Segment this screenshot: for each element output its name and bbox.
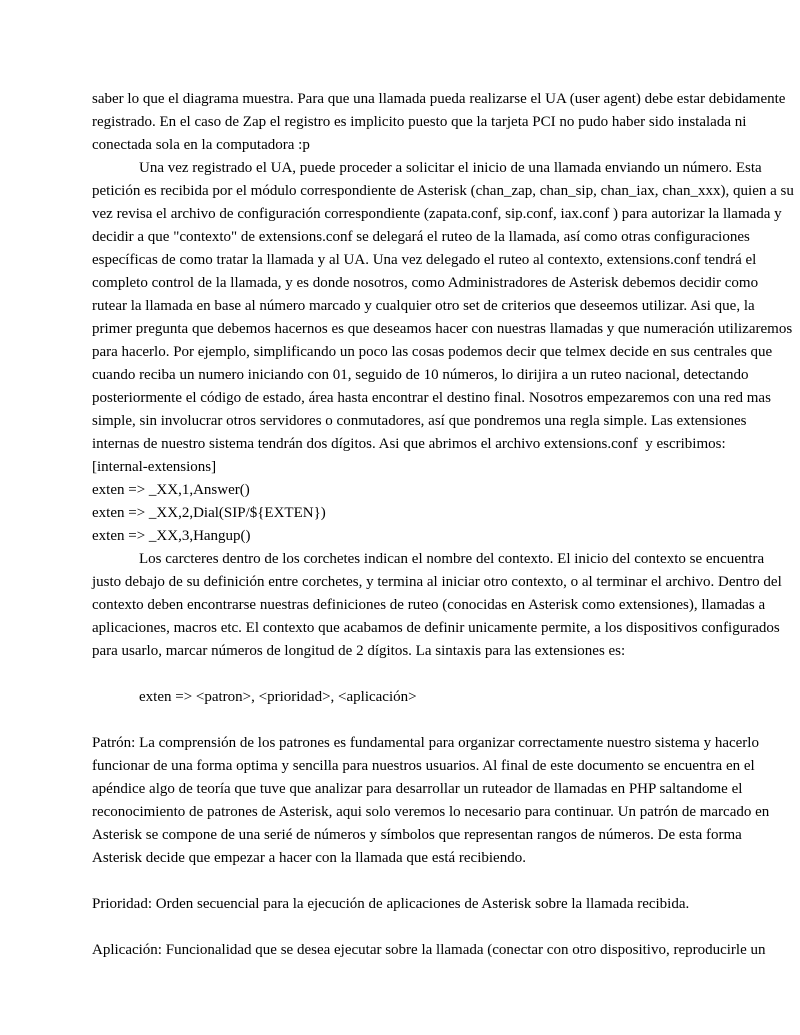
text-line: rutear la llamada en base al número marcado y cualquier otro set de criterios que deseemos utilizar. Asi que, la xyxy=(92,298,755,314)
text-line: para usarlo, marcar números de longitud de 2 dígitos. La sintaxis para las extensiones es: xyxy=(92,643,626,659)
paragraph-intro xyxy=(92,88,786,157)
extension-syntax-line xyxy=(92,686,712,709)
text-line: para hacerlo. Por ejemplo, simplificando un poco las cosas podemos decir que telmex decide en sus centrales que xyxy=(92,344,773,360)
text-line: primer pregunta que debemos hacernos es que deseamos hacer con nuestras llamadas y que numeración utilizaremos xyxy=(92,321,793,337)
code-line-answer: exten => _XX,1,Answer() xyxy=(92,482,250,498)
text-line: funcionar de una forma optima y sencilla para nuestros usuarios. Al final de este documento se encuentra en el xyxy=(92,758,755,774)
text-line: Aplicación: Funcionalidad que se desea ejecutar sobre la llamada (conectar con otro dispositivo, reproducirle un xyxy=(92,942,766,958)
text-line: aplicaciones, macros etc. El contexto que acabamos de definir unicamente permite, a los dispositivos configurados xyxy=(92,620,780,636)
code-line-dial: exten => _XX,2,Dial(SIP/${EXTEN}) xyxy=(92,505,326,521)
text-line: vez revisa el archivo de configuración correspondiente (zapata.conf, sip.conf, iax.conf ) para autorizar la llamada y xyxy=(92,206,782,222)
paragraph-context-explanation xyxy=(92,548,782,663)
text-line: registrado. En el caso de Zap el registro es implicito puesto que la tarjeta PCI no pudo haber sido instalada ni xyxy=(92,114,747,130)
code-block-extensions-conf xyxy=(92,456,712,548)
text-line: internas de nuestro sistema tendrán dos dígitos. Asi que abrimos el archivo extensions.conf y escribimos: xyxy=(92,436,726,452)
text-line: posteriormente el código de estado, área hasta encontrar el destino final. Nosotros empezaremos con una red mas xyxy=(92,390,771,406)
text-line: contexto deben encontrarse nuestras definiciones de ruteo (conocidas en Asterisk como extensiones), llamadas a xyxy=(92,597,766,613)
paragraph-aplicacion-definition xyxy=(92,939,766,962)
text-line: conectada sola en la computadora :p xyxy=(92,137,310,153)
text-line: simple, sin involucrar otros servidores o conmutadores, así que pondremos una regla simple. Las extensiones xyxy=(92,413,747,429)
text-line: Asterisk decide que empezar a hacer con la llamada que está recibiendo. xyxy=(92,850,526,866)
text-line: reconocimiento de patrones de Asterisk, aqui solo veremos lo necesario para continuar. Un patrón de marcado en xyxy=(92,804,770,820)
paragraph-prioridad-definition xyxy=(92,893,712,916)
text-line: justo debajo de su definición entre corchetes, y termina al iniciar otro contexto, o al terminar el archivo. Dentro del xyxy=(92,574,782,590)
paragraph-patron-definition xyxy=(92,732,770,870)
text-line: específicas de como tratar la llamada y al UA. Una vez delegado el ruteo al contexto, extensions.conf tendrá el xyxy=(92,252,757,268)
text-line: apéndice algo de teoría que tuve que analizar para desarrollar un ruteador de llamadas en PHP saltandome el xyxy=(92,781,743,797)
code-line-hangup: exten => _XX,3,Hangup() xyxy=(92,528,251,544)
text-line: completo control de la llamada, y es donde nosotros, como Administradores de Asterisk debemos decidir como xyxy=(92,275,759,291)
text-line: Una vez registrado el UA, puede proceder a solicitar el inicio de una llamada enviando un número. Esta xyxy=(139,160,762,176)
text-line: Patrón: La comprensión de los patrones es fundamental para organizar correctamente nuestro sistema y hacerlo xyxy=(92,735,759,751)
text-line: Prioridad: Orden secuencial para la ejecución de aplicaciones de Asterisk sobre la llamada recibida. xyxy=(92,896,690,912)
text-line: Los carcteres dentro de los corchetes indican el nombre del contexto. El inicio del contexto se encuentra xyxy=(139,551,765,567)
text-line: Asterisk se compone de una serié de números y símbolos que representan rangos de números. De esta forma xyxy=(92,827,742,843)
text-line: saber lo que el diagrama muestra. Para que una llamada pueda realizarse el UA (user agent) debe estar debidamente xyxy=(92,91,786,107)
text-line: petición es recibida por el módulo correspondiente de Asterisk (chan_zap, chan_sip, chan_iax, chan_xxx), quien a su xyxy=(92,183,794,199)
paragraph-ua-registration xyxy=(92,157,794,456)
syntax-line: exten => <patron>, <prioridad>, <aplicación> xyxy=(139,689,417,705)
code-line-context-header: [internal-extensions] xyxy=(92,459,217,475)
text-line: cuando reciba un numero iniciando con 01, seguido de 10 números, lo dirijira a un ruteo nacional, detectando xyxy=(92,367,749,383)
text-line: decidir a que "contexto" de extensions.conf se delegará el ruteo de la llamada, así como otras configuraciones xyxy=(92,229,750,245)
